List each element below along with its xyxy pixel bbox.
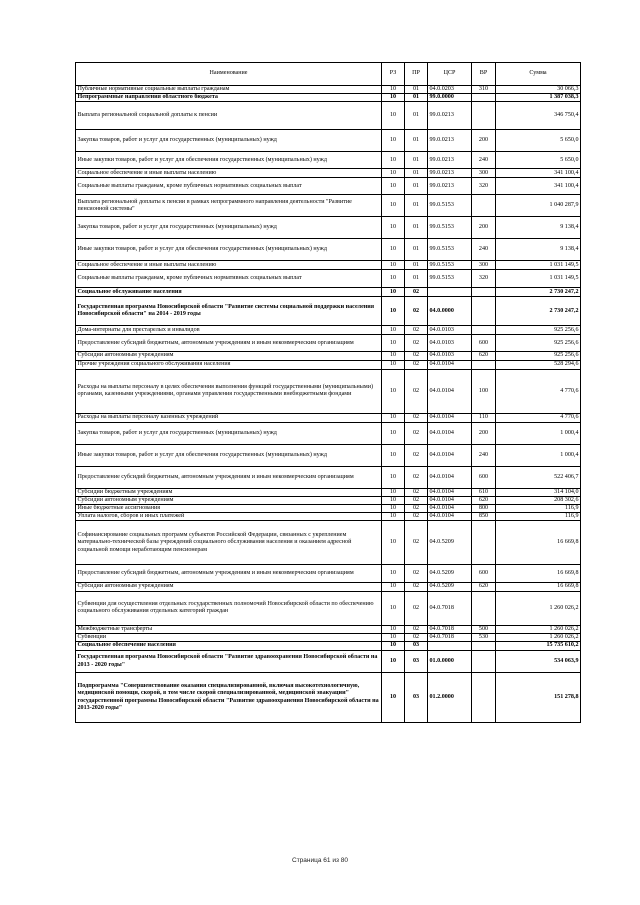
cell-pr: 01: [405, 270, 428, 288]
cell-vr: 240: [472, 239, 496, 261]
cell-name: Социальное обеспечение и иные выплаты населению: [76, 169, 382, 178]
cell-rz: 10: [382, 297, 405, 326]
cell-pr: 01: [405, 195, 428, 217]
cell-sum: 16 669,8: [496, 583, 581, 591]
cell-name: Субсидии бюджетным учреждениям: [76, 488, 382, 496]
cell-rz: 10: [382, 288, 405, 297]
cell-sum: 9 138,4: [496, 239, 581, 261]
col-header-vr: ВР: [472, 63, 496, 86]
cell-sum: 925 256,6: [496, 335, 581, 352]
table-row: [76, 565, 581, 583]
cell-rz: 10: [382, 466, 405, 488]
cell-name: Социальное обеспечение населения: [76, 642, 382, 651]
cell-rz: 10: [382, 521, 405, 565]
cell-name: Социальное обслуживание населения: [76, 288, 382, 297]
cell-pr: 02: [405, 565, 428, 583]
cell-sum: 925 256,6: [496, 326, 581, 335]
table-header-row: [76, 63, 581, 86]
cell-rz: 10: [382, 86, 405, 94]
cell-sum: 1 260 026,2: [496, 633, 581, 641]
cell-name: Подпрограмма "Совершенствование оказания специализированной, включая высокотехнологичную, медицинской помощи, скорой, в том числе скорой специализированной, медицинской эвакуации" государственной программы Новосибирской области "Развитие здравоохранения Новосибирской области на 2013-2020 годы": [76, 673, 382, 723]
cell-csr: 04.0.0104: [428, 444, 472, 466]
cell-pr: 02: [405, 496, 428, 504]
cell-vr: [472, 591, 496, 625]
cell-pr: 01: [405, 86, 428, 94]
table-row: [76, 633, 581, 641]
cell-name: Межбюджетные трансферты: [76, 625, 382, 633]
cell-rz: 10: [382, 513, 405, 521]
cell-vr: 600: [472, 335, 496, 352]
cell-sum: 925 256,6: [496, 352, 581, 360]
table-row: [76, 288, 581, 297]
cell-vr: 200: [472, 422, 496, 444]
cell-name: Расходы на выплаты персоналу казенных учреждений: [76, 413, 382, 422]
col-header-pr: ПР: [405, 63, 428, 86]
cell-name: Закупка товаров, работ и услуг для государственных (муниципальных) нужд: [76, 422, 382, 444]
cell-rz: 10: [382, 505, 405, 513]
cell-vr: 200: [472, 217, 496, 239]
cell-rz: 10: [382, 651, 405, 673]
cell-pr: 01: [405, 261, 428, 270]
cell-vr: [472, 195, 496, 217]
cell-rz: 10: [382, 152, 405, 169]
cell-csr: 04.0.0104: [428, 466, 472, 488]
cell-name: Дома-интернаты для престарелых и инвалидов: [76, 326, 382, 335]
table-row: [76, 422, 581, 444]
cell-name: Иные закупки товаров, работ и услуг для обеспечения государственных (муниципальных) нужд: [76, 444, 382, 466]
cell-pr: 02: [405, 513, 428, 521]
table-row: [76, 673, 581, 723]
cell-sum: 341 100,4: [496, 178, 581, 195]
cell-sum: 9 138,4: [496, 217, 581, 239]
cell-vr: 620: [472, 352, 496, 360]
cell-vr: 320: [472, 270, 496, 288]
cell-name: Непрограммные направления областного бюджета: [76, 94, 382, 102]
cell-pr: 02: [405, 591, 428, 625]
cell-name: Субсидии автономным учреждениям: [76, 583, 382, 591]
cell-vr: [472, 651, 496, 673]
cell-vr: 110: [472, 413, 496, 422]
cell-name: Социальные выплаты гражданам, кроме публичных нормативных социальных выплат: [76, 178, 382, 195]
cell-csr: [428, 642, 472, 651]
cell-csr: 04.0.0104: [428, 505, 472, 513]
cell-name: Закупка товаров, работ и услуг для государственных (муниципальных) нужд: [76, 130, 382, 152]
table-row: [76, 505, 581, 513]
cell-pr: 01: [405, 169, 428, 178]
cell-pr: 01: [405, 94, 428, 102]
cell-sum: 1 031 149,5: [496, 270, 581, 288]
cell-rz: 10: [382, 261, 405, 270]
cell-rz: 10: [382, 217, 405, 239]
cell-vr: 600: [472, 466, 496, 488]
cell-name: Предоставление субсидий бюджетным, автономным учреждениям и иным некоммерческим организациям: [76, 335, 382, 352]
cell-pr: 02: [405, 288, 428, 297]
cell-csr: [428, 288, 472, 297]
cell-pr: 01: [405, 178, 428, 195]
cell-vr: 100: [472, 369, 496, 413]
cell-rz: 10: [382, 239, 405, 261]
cell-rz: 10: [382, 326, 405, 335]
cell-sum: 1 031 149,5: [496, 261, 581, 270]
cell-pr: 02: [405, 352, 428, 360]
cell-pr: 02: [405, 521, 428, 565]
table-row: [76, 513, 581, 521]
cell-pr: 02: [405, 505, 428, 513]
table-row: [76, 496, 581, 504]
cell-rz: 10: [382, 642, 405, 651]
cell-sum: 16 669,8: [496, 565, 581, 583]
cell-rz: 10: [382, 369, 405, 413]
table-row: [76, 642, 581, 651]
cell-csr: 04.0.0104: [428, 413, 472, 422]
cell-pr: 03: [405, 651, 428, 673]
cell-csr: 04.0.0104: [428, 496, 472, 504]
cell-rz: 10: [382, 360, 405, 369]
cell-pr: 02: [405, 413, 428, 422]
cell-sum: 116,9: [496, 513, 581, 521]
table-row: [76, 651, 581, 673]
cell-name: Субвенции для осуществления отдельных государственных полномочий Новосибирской области по обеспечению социального обслуживания отдельных категорий граждан: [76, 591, 382, 625]
cell-csr: 04.0.0104: [428, 360, 472, 369]
cell-csr: 99.0.0213: [428, 102, 472, 130]
cell-csr: 04.0.0104: [428, 422, 472, 444]
cell-vr: [472, 642, 496, 651]
table-row: [76, 326, 581, 335]
cell-csr: 04.0.7018: [428, 625, 472, 633]
cell-csr: 99.0.5153: [428, 239, 472, 261]
cell-vr: 300: [472, 169, 496, 178]
cell-sum: 314 104,0: [496, 488, 581, 496]
cell-rz: 10: [382, 352, 405, 360]
budget-table: [75, 62, 581, 723]
cell-sum: 1 260 026,2: [496, 625, 581, 633]
cell-rz: 10: [382, 591, 405, 625]
cell-sum: 116,9: [496, 505, 581, 513]
cell-rz: 10: [382, 625, 405, 633]
cell-rz: 10: [382, 413, 405, 422]
cell-csr: 04.0.7018: [428, 633, 472, 641]
cell-csr: 04.0.0103: [428, 326, 472, 335]
cell-vr: 530: [472, 633, 496, 641]
cell-pr: 02: [405, 444, 428, 466]
cell-sum: 151 278,8: [496, 673, 581, 723]
cell-pr: 03: [405, 673, 428, 723]
cell-vr: [472, 521, 496, 565]
cell-csr: 99.0.5153: [428, 217, 472, 239]
cell-csr: 04.0.0103: [428, 335, 472, 352]
cell-pr: 01: [405, 130, 428, 152]
cell-sum: 208 302,6: [496, 496, 581, 504]
cell-name: Социальные выплаты гражданам, кроме публичных нормативных социальных выплат: [76, 270, 382, 288]
cell-vr: [472, 102, 496, 130]
cell-sum: 1 000,4: [496, 444, 581, 466]
cell-pr: 01: [405, 102, 428, 130]
cell-vr: 850: [472, 513, 496, 521]
cell-vr: 310: [472, 86, 496, 94]
col-header-name: Наименование: [76, 63, 382, 86]
cell-csr: 04.0.0104: [428, 369, 472, 413]
cell-csr: 99.0.5153: [428, 270, 472, 288]
cell-name: Иные закупки товаров, работ и услуг для обеспечения государственных (муниципальных) нужд: [76, 152, 382, 169]
cell-name: Предоставление субсидий бюджетным, автономным учреждениям и иным некоммерческим организациям: [76, 565, 382, 583]
cell-rz: 10: [382, 270, 405, 288]
cell-csr: 04.0.5209: [428, 583, 472, 591]
table-row: [76, 591, 581, 625]
cell-sum: 522 406,7: [496, 466, 581, 488]
table-row: [76, 169, 581, 178]
cell-name: Прочие учреждения социального обслуживания населения: [76, 360, 382, 369]
cell-vr: 200: [472, 130, 496, 152]
cell-pr: 02: [405, 625, 428, 633]
cell-pr: 03: [405, 642, 428, 651]
table-row: [76, 94, 581, 102]
cell-sum: 528 294,6: [496, 360, 581, 369]
cell-csr: 99.0.0213: [428, 169, 472, 178]
cell-csr: 04.0.5209: [428, 565, 472, 583]
cell-rz: 10: [382, 422, 405, 444]
cell-vr: 610: [472, 488, 496, 496]
cell-name: Предоставление субсидий бюджетным, автономным учреждениям и иным некоммерческим организациям: [76, 466, 382, 488]
table-row: [76, 625, 581, 633]
table-row: [76, 488, 581, 496]
table-row: [76, 335, 581, 352]
cell-pr: 02: [405, 326, 428, 335]
cell-csr: 99.0.0213: [428, 130, 472, 152]
cell-name: Уплата налогов, сборов и иных платежей: [76, 513, 382, 521]
cell-csr: 04.0.0103: [428, 352, 472, 360]
cell-pr: 02: [405, 466, 428, 488]
cell-sum: 2 730 247,2: [496, 297, 581, 326]
cell-vr: 620: [472, 583, 496, 591]
cell-sum: 15 735 610,2: [496, 642, 581, 651]
cell-csr: 99.0.0213: [428, 152, 472, 169]
cell-sum: 4 770,6: [496, 369, 581, 413]
cell-vr: 620: [472, 496, 496, 504]
cell-vr: [472, 673, 496, 723]
cell-rz: 10: [382, 130, 405, 152]
cell-rz: 10: [382, 633, 405, 641]
cell-pr: 01: [405, 152, 428, 169]
cell-sum: 4 770,6: [496, 413, 581, 422]
cell-pr: 02: [405, 583, 428, 591]
budget-table-body: [76, 86, 581, 723]
cell-vr: 240: [472, 444, 496, 466]
cell-rz: 10: [382, 335, 405, 352]
table-row: [76, 102, 581, 130]
col-header-sum: Сумма: [496, 63, 581, 86]
cell-sum: 1 040 287,9: [496, 195, 581, 217]
table-row: [76, 369, 581, 413]
cell-rz: 10: [382, 169, 405, 178]
cell-rz: 10: [382, 444, 405, 466]
cell-sum: 5 650,0: [496, 152, 581, 169]
cell-name: Субсидии автономным учреждениям: [76, 352, 382, 360]
cell-vr: [472, 94, 496, 102]
cell-csr: 99.0.0213: [428, 178, 472, 195]
cell-csr: 01.0.0000: [428, 651, 472, 673]
table-row: [76, 270, 581, 288]
table-row: [76, 352, 581, 360]
cell-sum: 534 063,9: [496, 651, 581, 673]
cell-sum: 2 730 247,2: [496, 288, 581, 297]
cell-name: Софинансирование социальных программ субъектов Российской Федерации, связанных с укреплением материально-технической базы учреждений социального обслуживания населения и оказанием адресной социальной помощи неработающим пенсионерам: [76, 521, 382, 565]
cell-name: Выплата региональной доплаты к пенсии в рамках непрограммного направления деятельности "Развитие пенсионной системы": [76, 195, 382, 217]
cell-sum: 1 387 038,3: [496, 94, 581, 102]
col-header-csr: ЦСР: [428, 63, 472, 86]
cell-csr: 99.0.5153: [428, 261, 472, 270]
cell-rz: 10: [382, 178, 405, 195]
cell-csr: 04.0.0104: [428, 488, 472, 496]
cell-name: Закупка товаров, работ и услуг для государственных (муниципальных) нужд: [76, 217, 382, 239]
table-row: [76, 583, 581, 591]
cell-pr: 02: [405, 369, 428, 413]
cell-name: Государственная программа Новосибирской области "Развитие здравоохранения Новосибирской области на 2013 - 2020 годы": [76, 651, 382, 673]
cell-name: Публичные нормативные социальные выплаты гражданам: [76, 86, 382, 94]
cell-name: Иные закупки товаров, работ и услуг для обеспечения государственных (муниципальных) нужд: [76, 239, 382, 261]
cell-vr: 500: [472, 625, 496, 633]
table-row: [76, 444, 581, 466]
cell-vr: 320: [472, 178, 496, 195]
cell-pr: 01: [405, 217, 428, 239]
table-row: [76, 130, 581, 152]
cell-sum: 16 669,8: [496, 521, 581, 565]
cell-csr: 01.2.0000: [428, 673, 472, 723]
cell-csr: 04.0.0104: [428, 513, 472, 521]
col-header-rz: РЗ: [382, 63, 405, 86]
page-number: Страница 61 из 80: [292, 857, 348, 864]
table-row: [76, 178, 581, 195]
cell-rz: 10: [382, 673, 405, 723]
cell-name: Субвенции: [76, 633, 382, 641]
cell-vr: [472, 288, 496, 297]
table-row: [76, 86, 581, 94]
cell-vr: [472, 297, 496, 326]
table-row: [76, 152, 581, 169]
cell-pr: 02: [405, 360, 428, 369]
table-row: [76, 360, 581, 369]
cell-vr: [472, 360, 496, 369]
cell-vr: [472, 326, 496, 335]
cell-sum: 346 750,4: [496, 102, 581, 130]
cell-pr: 02: [405, 422, 428, 444]
table-row: [76, 521, 581, 565]
cell-sum: 30 066,3: [496, 86, 581, 94]
cell-csr: 04.0.5209: [428, 521, 472, 565]
cell-name: Государственная программа Новосибирской области "Развитие системы социальной поддержки населения Новосибирской области" на 2014 - 2019 годы: [76, 297, 382, 326]
table-row: [76, 466, 581, 488]
cell-csr: 99.0.0000: [428, 94, 472, 102]
cell-vr: 800: [472, 505, 496, 513]
cell-sum: 5 650,0: [496, 130, 581, 152]
table-row: [76, 195, 581, 217]
cell-rz: 10: [382, 488, 405, 496]
cell-pr: 01: [405, 239, 428, 261]
cell-sum: 1 000,4: [496, 422, 581, 444]
cell-vr: 240: [472, 152, 496, 169]
table-row: [76, 217, 581, 239]
cell-pr: 02: [405, 633, 428, 641]
cell-name: Расходы на выплаты персоналу в целях обеспечения выполнения функций государственными (муниципальными) органами, казенными учреждениями, органами управления государственными внебюджетными фондами: [76, 369, 382, 413]
table-row: [76, 413, 581, 422]
cell-csr: 99.0.5153: [428, 195, 472, 217]
cell-name: Субсидии автономным учреждениям: [76, 496, 382, 504]
cell-name: Иные бюджетные ассигнования: [76, 505, 382, 513]
cell-rz: 10: [382, 195, 405, 217]
cell-name: Выплата региональной социальной доплаты к пенсии: [76, 102, 382, 130]
table-row: [76, 297, 581, 326]
cell-rz: 10: [382, 102, 405, 130]
cell-pr: 02: [405, 297, 428, 326]
cell-csr: 04.0.0000: [428, 297, 472, 326]
cell-rz: 10: [382, 565, 405, 583]
cell-rz: 10: [382, 496, 405, 504]
cell-sum: 341 100,4: [496, 169, 581, 178]
cell-name: Социальное обеспечение и иные выплаты населению: [76, 261, 382, 270]
cell-pr: 02: [405, 488, 428, 496]
cell-vr: 600: [472, 565, 496, 583]
cell-csr: 04.0.7018: [428, 591, 472, 625]
cell-csr: 04.0.0203: [428, 86, 472, 94]
cell-vr: 300: [472, 261, 496, 270]
table-row: [76, 261, 581, 270]
cell-rz: 10: [382, 583, 405, 591]
cell-rz: 10: [382, 94, 405, 102]
table-row: [76, 239, 581, 261]
cell-sum: 1 260 026,2: [496, 591, 581, 625]
cell-pr: 02: [405, 335, 428, 352]
